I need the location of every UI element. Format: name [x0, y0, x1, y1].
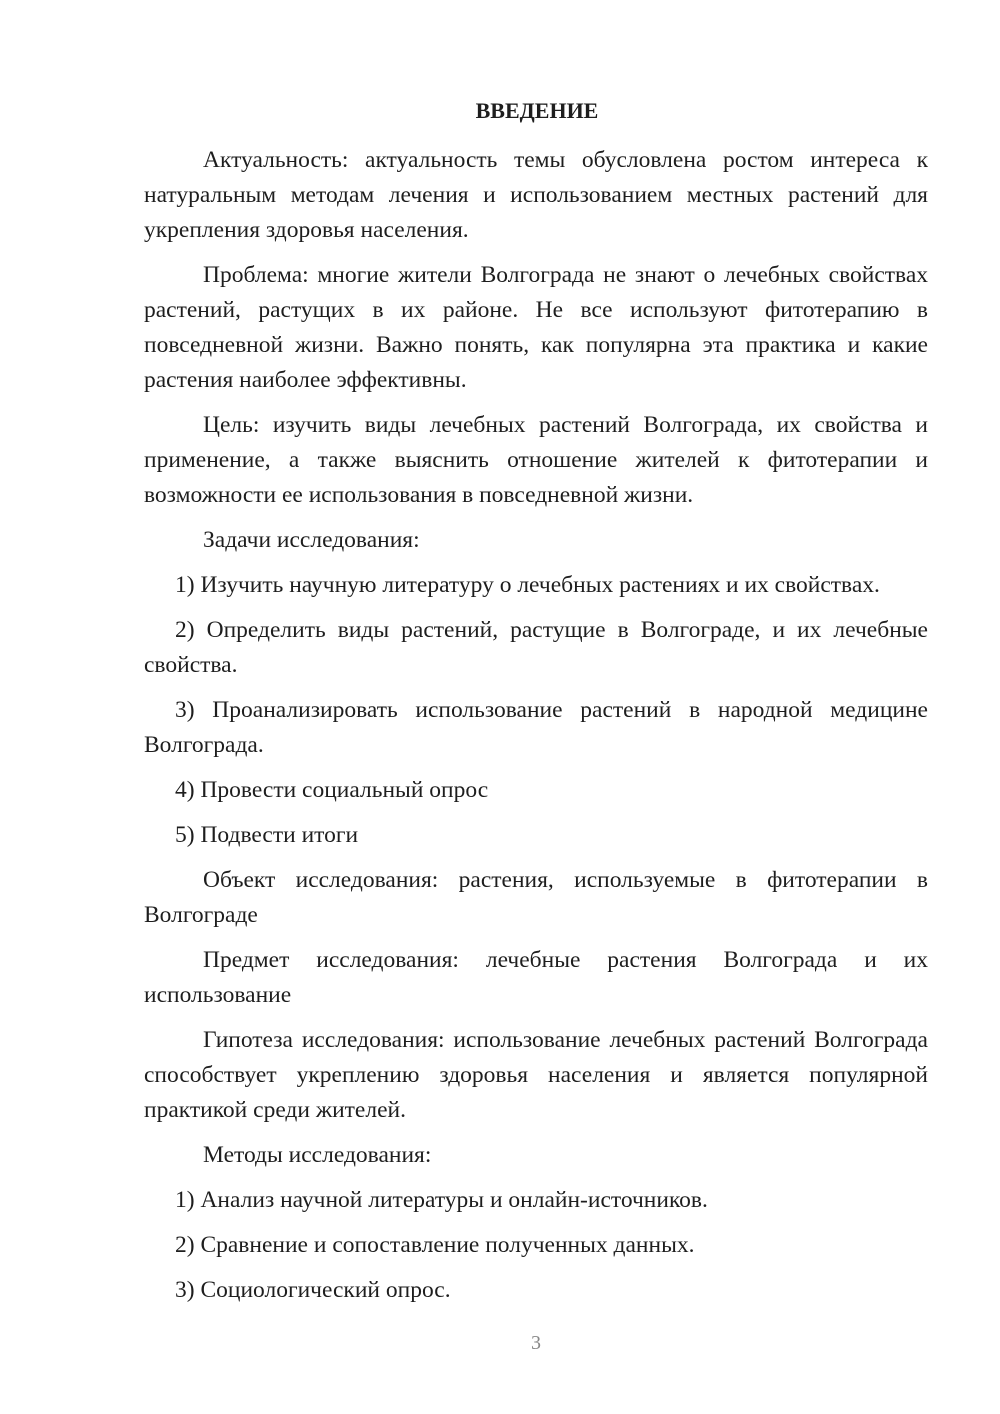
task-item-4: 4) Провести социальный опрос	[175, 777, 489, 803]
object-paragraph: Объект исследования: растения, используемые в фитотерапии в Волгограде	[144, 867, 928, 928]
method-item-2: 2) Сравнение и сопоставление полученных данных.	[175, 1232, 695, 1258]
section-title: ВВЕДЕНИЕ	[475, 98, 599, 123]
document-page	[144, 96, 928, 1308]
method-item-3: 3) Социологический опрос.	[175, 1277, 451, 1303]
method-item-1: 1) Анализ научной литературы и онлайн-источников.	[175, 1187, 708, 1213]
tasks-heading: Задачи исследования:	[203, 527, 420, 553]
hypothesis-paragraph: Гипотеза исследования: использование лечебных растений Волгограда способствует укреплению здоровья населения и является популярной практикой среди жителей.	[144, 1027, 928, 1123]
goal-paragraph: Цель: изучить виды лечебных растений Волгограда, их свойства и применение, а также выяснить отношение жителей к фитотерапии и возможности ее использования в повседневной жизни.	[144, 412, 928, 508]
methods-heading: Методы исследования:	[203, 1142, 432, 1168]
task-item-5: 5) Подвести итоги	[175, 822, 359, 848]
problem-paragraph: Проблема: многие жители Волгограда не знают о лечебных свойствах растений, растущих в их районе. Не все используют фитотерапию в повседневной жизни. Важно понять, как популярна эта практика и какие растения наиболее эффективны.	[144, 262, 928, 393]
task-item-3: 3) Проанализировать использование растений в народной медицине Волгограда.	[144, 697, 928, 758]
relevance-paragraph: Актуальность: актуальность темы обусловлена ростом интереса к натуральным методам лечения и использованием местных растений для укрепления здоровья населения.	[144, 147, 928, 243]
task-item-2: 2) Определить виды растений, растущие в Волгограде, и их лечебные свойства.	[144, 617, 928, 678]
page-number: 3	[531, 1332, 541, 1354]
task-item-1: 1) Изучить научную литературу о лечебных растениях и их свойствах.	[175, 572, 880, 598]
subject-paragraph: Предмет исследования: лечебные растения Волгограда и их использование	[144, 947, 928, 1008]
